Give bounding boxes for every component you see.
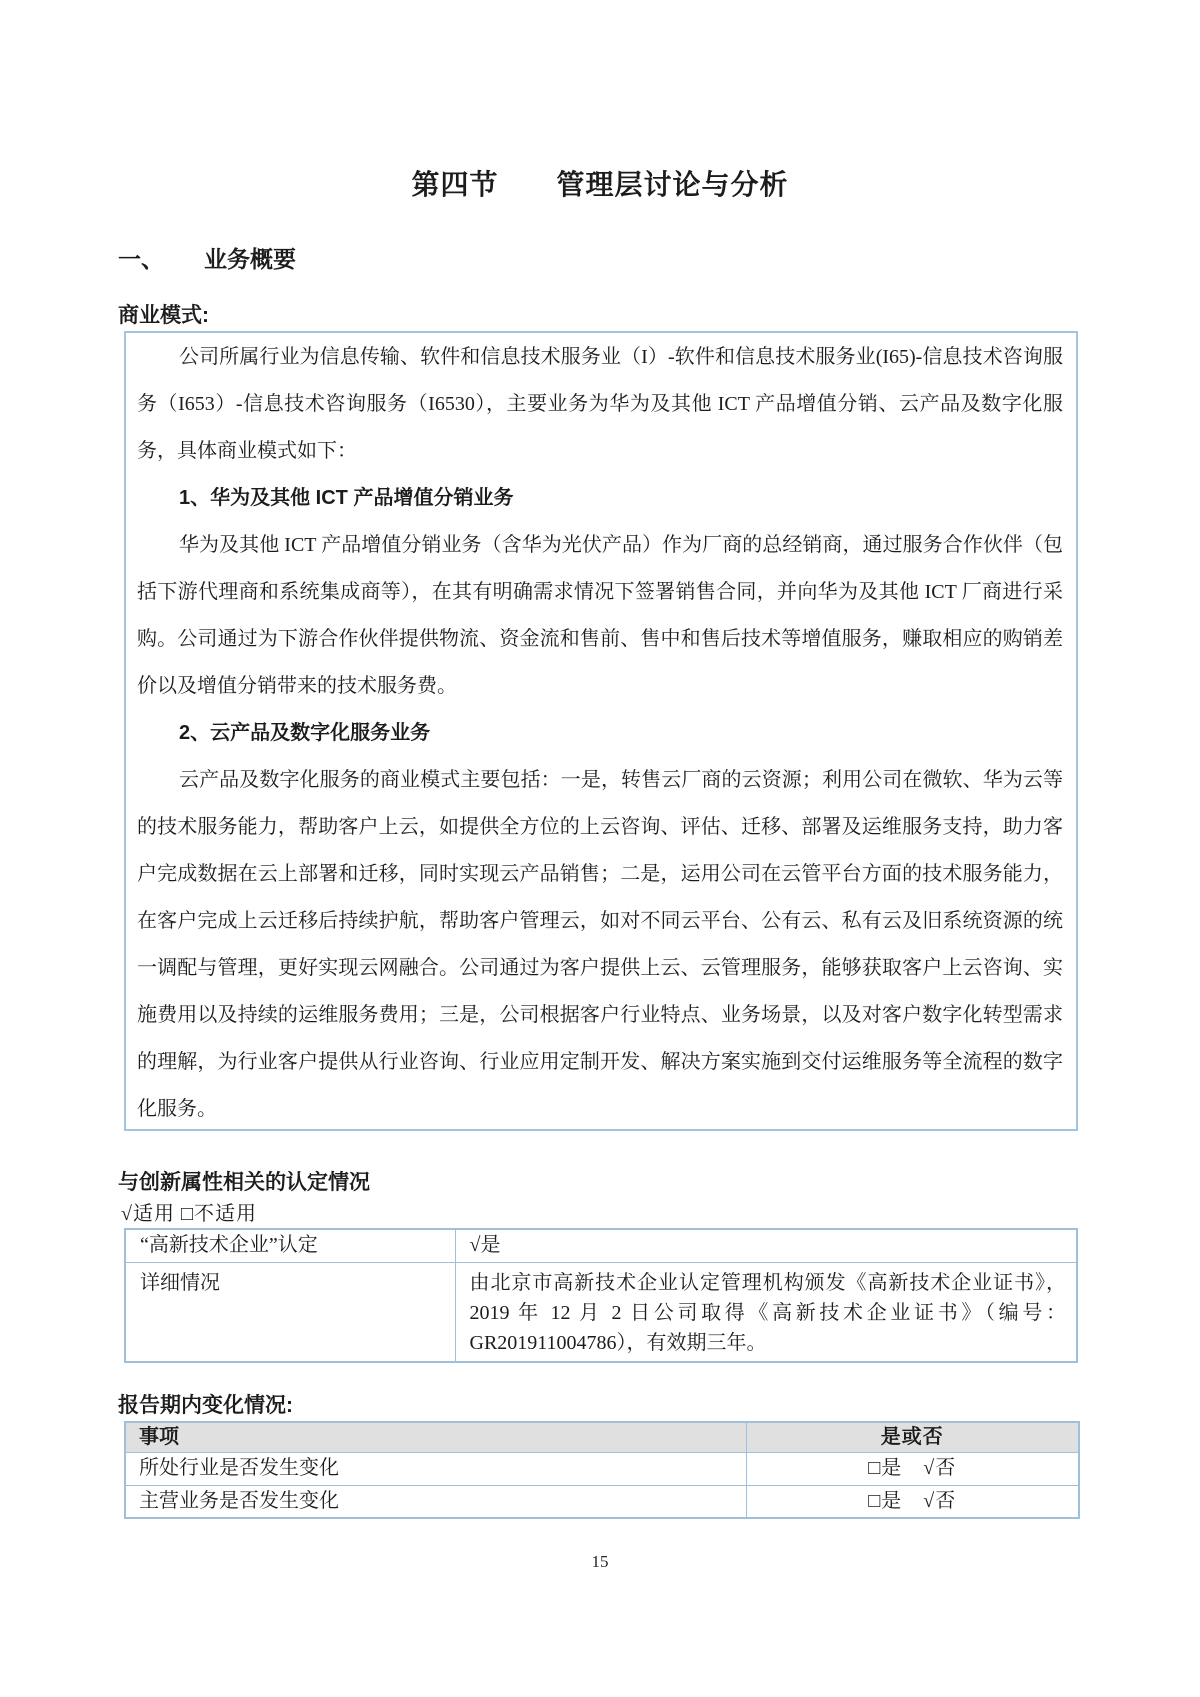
column-header-yesno: 是或否 (746, 1422, 1079, 1452)
row-value: √是 (455, 1229, 1077, 1263)
page-title: 第四节 管理层讨论与分析 (411, 169, 789, 200)
business-model-paragraph: 公司所属行业为信息传输、软件和信息技术服务业（I）-软件和信息技术服务业(I65)-信息技术咨询服务（I653）-信息技术咨询服务（I6530），主要业务为华为及其他 ICT 产品增值分销、云产品及数字化服务，具体商业模式如下： (137, 346, 1063, 462)
innovation-heading: 与创新属性相关的认定情况 (118, 1171, 370, 1194)
business-model-subheading-1: 1、华为及其他 ICT 产品增值分销业务 (179, 487, 514, 509)
table-row (125, 1229, 1077, 1263)
row-answer: □是 √否 (746, 1452, 1079, 1485)
row-item: 主营业务是否发生变化 (125, 1485, 746, 1518)
row-label: “高新技术企业”认定 (125, 1229, 455, 1263)
page-number: 15 (591, 1552, 609, 1571)
business-model-box (124, 331, 1078, 1131)
row-label: 详细情况 (125, 1263, 455, 1363)
changes-heading: 报告期内变化情况: (118, 1394, 293, 1417)
row-answer: □是 √否 (746, 1485, 1079, 1518)
applicability-line: √适用 □不适用 (121, 1203, 258, 1225)
business-model-paragraph: 华为及其他 ICT 产品增值分销业务（含华为光伏产品）作为厂商的总经销商，通过服务合作伙伴（包括下游代理商和系统集成商等），在其有明确需求情况下签署销售合同，并向华为及其他 ICT 厂商进行采购。公司通过为下游合作伙伴提供物流、资金流和售前、售中和售后技术等增值服务，赚取相应的购销差价以及增值分销带来的技术服务费。 (137, 534, 1063, 697)
table-row (125, 1263, 1077, 1363)
business-model-subheading-2: 2、云产品及数字化服务业务 (179, 722, 431, 744)
section-heading (118, 241, 296, 274)
innovation-table (124, 1228, 1078, 1363)
table-row (125, 1485, 1079, 1518)
business-model-paragraph: 云产品及数字化服务的商业模式主要包括：一是，转售云厂商的云资源；利用公司在微软、华为云等的技术服务能力，帮助客户上云，如提供全方位的上云咨询、评估、迁移、部署及运维服务支持，助力客户完成数据在云上部署和迁移，同时实现云产品销售；二是，运用公司在云管平台方面的技术服务能力，在客户完成上云迁移后持续护航，帮助客户管理云，如对不同云平台、公有云、私有云及旧系统资源的统一调配与管理，更好实现云网融合。公司通过为客户提供上云、云管理服务，能够获取客户上云咨询、实施费用以及持续的运维服务费用；三是，公司根据客户行业特点、业务场景，以及对客户数字化转型需求的理解，为行业客户提供从行业咨询、行业应用定制开发、解决方案实施到交付运维服务等全流程的数字化服务。 (137, 769, 1063, 1120)
table-row (125, 1452, 1079, 1485)
row-item: 所处行业是否发生变化 (125, 1452, 746, 1485)
section-label: 业务概要 (204, 246, 296, 272)
column-header-item: 事项 (125, 1422, 746, 1452)
business-model-heading: 商业模式: (118, 304, 209, 327)
section-number: 一、 (118, 246, 164, 272)
row-value: 由北京市高新技术企业认定管理机构颁发《高新技术企业证书》，2019 年 12 月 2 日公司取得《高新技术企业证书》（编号：GR201911004786），有效期三年。 (455, 1263, 1077, 1363)
changes-table (124, 1421, 1080, 1519)
table-header-row (125, 1422, 1079, 1452)
